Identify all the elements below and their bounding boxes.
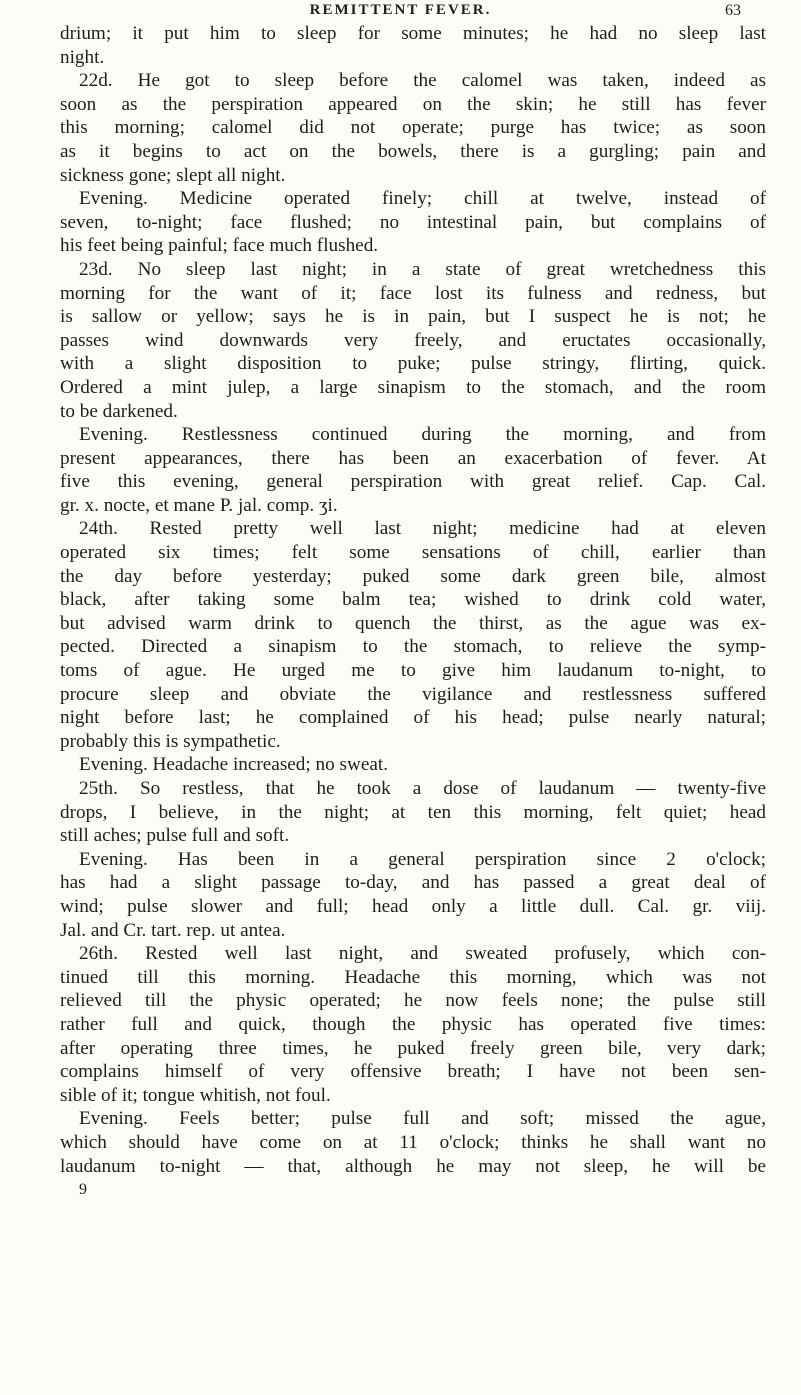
text-line: Evening. Feels better; pulse full and soft; missed the ague, [79,1108,766,1130]
text-line: morning for the want of it; face lost its fulness and redness, but [60,282,766,304]
text-line: complains himself of very offensive breath; I have not been sen- [60,1061,766,1083]
text-line: drops, I believe, in the night; at ten this morning, felt quiet; head [60,801,766,823]
text-line: seven, to-night; face flushed; no intestinal pain, but complains of [60,211,766,233]
text-line: 25th. So restless, that he took a dose of laudanum — twenty-five [79,778,766,799]
text-line: is sallow or yellow; says he is in pain, but I suspect he is not; he [60,306,766,328]
text-line: but advised warm drink to quench the thirst, as the ague was ex- [60,612,766,634]
text-line: relieved till the physic operated; he now feels none; the pulse still [60,990,766,1012]
text-line: wind; pulse slower and full; head only a little dull. Cal. gr. viij. [60,895,766,917]
text-line: Evening. Medicine operated finely; chill at twelve, instead of [79,188,766,210]
text-line: sickness gone; slept all night. [60,164,286,186]
text-line: 22d. He got to sleep before the calomel was taken, indeed as [79,70,766,92]
text-line: still aches; pulse full and soft. [60,825,290,847]
text-line: gr. x. nocte, et mane P. jal. comp. ʒi. [60,494,338,516]
text-line: five this evening, general perspiration with great relief. Cap. Cal. [60,471,766,493]
text-line: his feet being painful; face much flushed. [60,235,379,257]
text-line: has had a slight passage to-day, and has passed a great deal of [60,872,766,894]
signature-mark: 9 [79,1181,87,1199]
body-text [60,22,766,1202]
text-line: passes wind downwards very freely, and eructates occasionally, [60,329,766,351]
text-line: black, after taking some balm tea; wished to drink cold water, [60,589,766,611]
text-line: night before last; he complained of his head; pulse nearly natural; [60,707,766,729]
text-line: rather full and quick, though the physic has operated five times: [60,1013,766,1035]
text-line: procure sleep and obviate the vigilance and restlessness suffered [60,683,766,705]
text-line: as it begins to act on the bowels, there is a gurgling; pain and [60,140,766,162]
text-line: this morning; calomel did not operate; purge has twice; as soon [60,117,766,139]
text-line: Evening. Has been in a general perspiration since 2 o'clock; [79,848,766,870]
text-line: probably this is sympathetic. [60,730,281,752]
text-line: which should have come on at 11 o'clock; thinks he shall want no [60,1131,766,1153]
text-line: soon as the perspiration appeared on the skin; he still has fever [60,93,766,115]
text-line: drium; it put him to sleep for some minutes; he had no sleep last [60,23,766,44]
text-line: sible of it; tongue whitish, not foul. [60,1084,331,1106]
text-line: pected. Directed a sinapism to the stomach, to relieve the symp- [60,636,766,658]
text-line: night. [60,46,105,68]
text-line: 26th. Rested well last night, and sweated profusely, which con- [79,943,766,965]
text-line: Ordered a mint julep, a large sinapism to the stomach, and the room [60,376,766,398]
text-line: 24th. Rested pretty well last night; medicine had at eleven [79,518,766,540]
text-line: 23d. No sleep last night; in a state of great wretchedness this [79,258,766,280]
text-line: tinued till this morning. Headache this morning, which was not [60,966,766,988]
text-line: with a slight disposition to puke; pulse stringy, flirting, quick. [60,353,766,375]
text-line: present appearances, there has been an exacerbation of fever. At [60,447,766,469]
text-line: after operating three times, he puked freely green bile, very dark; [60,1037,766,1059]
text-line: toms of ague. He urged me to give him laudanum to-night, to [60,660,766,682]
text-line: to be darkened. [60,400,178,422]
text-line: operated six times; felt some sensations of chill, earlier than [60,542,766,564]
text-line: Evening. Headache increased; no sweat. [79,754,388,776]
text-line: Jal. and Cr. tart. rep. ut antea. [60,919,286,941]
page-number: 63 [725,2,741,19]
running-title: REMITTENT FEVER. [309,2,492,18]
text-line: Evening. Restlessness continued during the morning, and from [79,424,766,446]
text-line: the day before yesterday; puked some dark green bile, almost [60,565,766,587]
text-line: laudanum to-night — that, although he may not sleep, he will be [60,1155,766,1177]
